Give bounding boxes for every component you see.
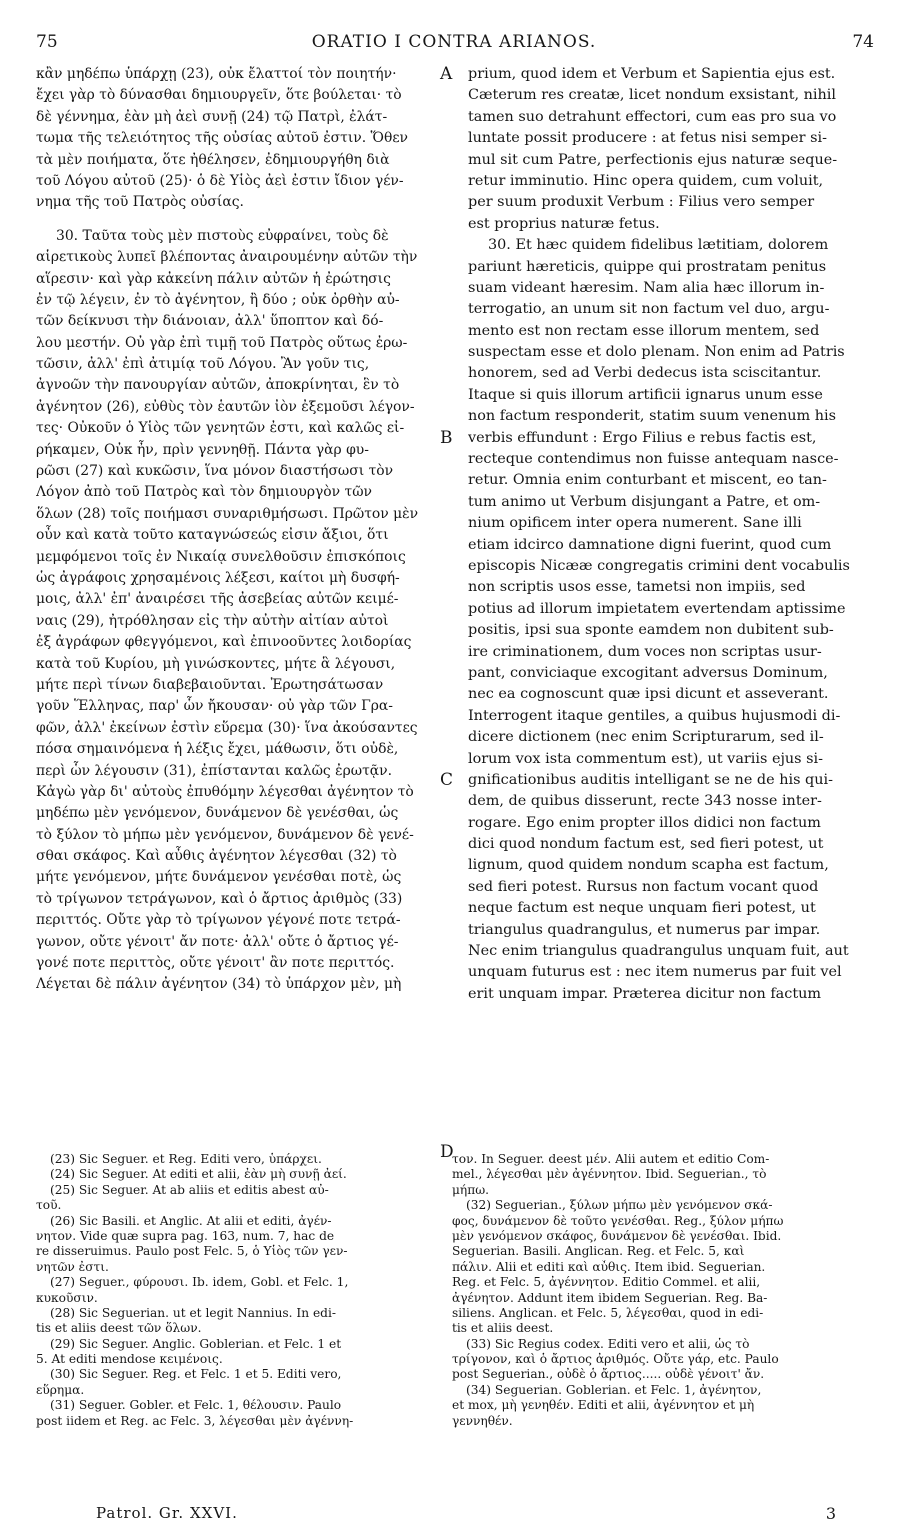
footnote-line: post Seguerian., οὐδὲ ὁ ἄρτιος..... οὐδὲ γένοιτ' ἄν. — [452, 1367, 765, 1382]
footnote-line: Reg. et Felc. 5, ἀγέννητον. Editio Commel. et alii, — [452, 1275, 761, 1290]
text-line: δὲ γέννημα, ἐὰν μὴ ἀεὶ συνῇ (24) τῷ Πατρὶ, ἐλάτ- — [36, 108, 388, 125]
footnote-line: 5. At editi mendose κειμένοις. — [36, 1352, 223, 1367]
text-line: ἀγνοῶν τὴν πανουργίαν αὐτῶν, ἀποκρίνηται, ἓν τὸ — [36, 377, 400, 394]
text-line: est proprius naturæ fetus. — [468, 215, 660, 232]
text-line: nec ea cognoscunt quæ ipsi dicunt et asseverant. — [468, 686, 829, 703]
footnote-line: εὕρημα. — [36, 1382, 85, 1397]
text-line: non factum responderit, statim suum venenum his — [468, 408, 837, 425]
text-line: tamen suo detrahunt effectori, cum eas pro sua vo — [468, 108, 837, 125]
footnote-line: (27) Seguer., φύρουσι. Ib. idem, Gobl. et Felc. 1, — [50, 1275, 349, 1290]
text-line: neque factum est neque unquam fieri potest, ut — [468, 900, 816, 917]
text-line: 30. Et hæc quidem fidelibus lætitiam, dolorem — [488, 237, 829, 254]
text-line: αἵρεσιν· καὶ γὰρ κἀκείνη πάλιν αὐτῶν ἡ ἐρώτησις — [36, 270, 391, 287]
footnote-line: re disseruimus. Paulo post Felc. 5, ὁ Υἱὸς τῶν γεν- — [36, 1244, 348, 1259]
text-line: ὅλων (28) τοῖς ποιήμασι συναριθμήσωσι. Πρῶτον μὲν — [36, 505, 419, 522]
text-line: dicere dictionem (nec enim Scripturarum, sed il- — [468, 729, 824, 746]
footnote-line: (29) Sic Seguer. Anglic. Goblerian. et Felc. 1 et — [50, 1336, 342, 1351]
text-line: mul sit cum Patre, perfectionis ejus naturæ seque- — [468, 151, 838, 168]
text-line: σθαι σκάφος. Καὶ αὖθις ἀγένητον λέγεσθαι (32) τὸ — [36, 848, 397, 865]
footnote-line: (34) Seguerian. Goblerian. et Felc. 1, ἀγένητον, — [466, 1382, 762, 1397]
text-line: μήτε περὶ τίνων διαβεβαιοῦνται. Ἐρωτησάτωσαν — [36, 676, 384, 693]
paragraph-gap — [36, 214, 432, 226]
text-line: etiam idcirco damnatione digni fuerint, quod cum — [468, 536, 832, 553]
text-line: γονέ ποτε περιττὸς, οὔτε γένοιτ' ἂν ποτε περιττός. — [36, 955, 395, 972]
text-line: lignum, quod quidem nondum scapha est factum, — [468, 857, 829, 874]
text-line: suam videant hæresim. Nam alia hæc illorum in- — [468, 279, 825, 296]
footnote-line: κυκοῦσιν. — [36, 1290, 98, 1305]
text-line: τοῦ Λόγου αὐτοῦ (25)· ὁ δὲ Υἱὸς ἀεὶ ἐστιν ἴδιον γέν- — [36, 172, 404, 189]
footnote-line: (30) Sic Seguer. Reg. et Felc. 1 et 5. Editi vero, — [50, 1367, 342, 1382]
text-line: pant, conviciaque excogitant adversus Dominum, — [468, 664, 828, 681]
sheet-number: 3 — [825, 1504, 836, 1523]
footnote-line: et mox, μὴ γενηθέν. Editi et alii, ἀγέννητον et μὴ — [452, 1398, 755, 1413]
text-line: τὸ ξύλον τὸ μήπω μὲν γενόμενον, δυνάμενον δὲ γενέ- — [36, 826, 414, 843]
text-line: Nec enim triangulus quadrangulus unquam fuit, aut — [468, 943, 849, 960]
footer — [96, 1504, 836, 1526]
text-line: ire criminationem, dum voces non scriptas usur- — [468, 643, 822, 660]
text-line: τὰ μὲν ποιήματα, ὅτε ἠθέλησεν, ἐδημιουργήθη διὰ — [36, 151, 390, 168]
text-line: Itaque si quis illorum artificii ignarus unum esse — [468, 386, 823, 403]
text-line: ναις (29), ἠτρόθλησαν εἰς τὴν αὐτὴν αἰτίαν αὐτοὶ — [36, 612, 389, 629]
text-line: Interrogent itaque gentiles, a quibus hujusmodi di- — [468, 707, 841, 724]
text-line: φῶν, ἀλλ' ἐκείνων ἐστὶν εὕρεμα (30)· ἵνα ἀκούσαντες — [36, 719, 418, 736]
text-line: suspectam esse et dolo plenam. Non enim ad Patris — [468, 344, 845, 361]
text-line: ρῶσι (27) καὶ κυκῶσιν, ἵνα μόνον διαστήσωσι τὸν — [36, 463, 394, 480]
text-line: τῶν δείκνυσι τὴν διάνοιαν, ἀλλ' ὕποπτον καὶ δό- — [36, 313, 384, 330]
text-line: ἐξ ἀγράφων φθεγγόμενοι, καὶ ἐπινοοῦντες λοιδορίας — [36, 634, 412, 651]
footnote-line: μήπω. — [452, 1182, 490, 1197]
text-line: ἔχει γὰρ τὸ δύνασθαι δημιουργεῖν, ὅτε βούλεται· τὸ — [36, 87, 402, 104]
footnote-line: post iidem et Reg. ac Felc. 3, λέγεσθαι μὲν ἀγέννη- — [36, 1413, 354, 1428]
text-line: Κἀγὼ γὰρ δι' αὐτοὺς ἐπυθόμην λέγεσθαι ἀγένητον τὸ — [36, 783, 414, 800]
left-page-number: 75 — [36, 32, 58, 52]
text-line: recteque contendimus non fuisse antequam nasce- — [468, 451, 839, 468]
right-page-number: 74 — [852, 32, 874, 52]
footnotes-right — [452, 1152, 872, 1429]
text-line: οὖν καὶ κατὰ τοῦτο καταγνώσεώς εἰσιν ἄξιοι, ὅτι — [36, 527, 389, 544]
text-line: Λέγεται δὲ πάλιν ἀγένητον (34) τὸ ὑπάρχον μὲν, μὴ — [36, 976, 402, 993]
text-line: unquam futurus est : nec item numerus par fuit vel — [468, 964, 842, 981]
text-line: νημα τῆς τοῦ Πατρὸς οὐσίας. — [36, 194, 244, 211]
footnote-line: (26) Sic Basili. et Anglic. At alii et editi, ἀγέν- — [50, 1213, 332, 1228]
text-line: 30. Ταῦτα τοὺς μὲν πιστοὺς εὐφραίνει, τοὺς δὲ — [56, 227, 389, 244]
footnote-line: νητον. Vide quæ supra pag. 163, num. 7, hac de — [36, 1228, 335, 1243]
text-line: τῶσιν, ἀλλ' ἐπὶ ἀτιμίᾳ τοῦ Λόγου. Ἂν γοῦν τις, — [36, 356, 370, 373]
footnote-line: μὲν γενόμενον σκάφος, δυνάμενον δὲ γενέσθαι. Ibid. — [452, 1228, 782, 1243]
margin-letter-c: C — [440, 770, 454, 790]
text-line: κατὰ τοῦ Κυρίου, μὴ γινώσκοντες, μήτε ἃ λέγουσι, — [36, 655, 396, 672]
text-line: retur. Omnia enim conturbant et miscent, eo tan- — [468, 472, 827, 489]
text-line: πόσα σημαινόμενα ἡ λέξις ἔχει, μάθωσιν, ὅτι οὐδὲ, — [36, 741, 399, 758]
text-line: dici quod nondum factum est, sed fieri potest, ut — [468, 836, 824, 853]
text-line: λου μεστήν. Οὐ γὰρ ἐπὶ τιμῇ τοῦ Πατρὸς οὕτως ἐρω- — [36, 334, 408, 351]
text-line: μεμφόμενοι τοῖς ἐν Νικαίᾳ συνελθοῦσιν ἐπισκόποις — [36, 548, 406, 565]
text-line: triangulus quadrangulus, et numerus par impar. — [468, 921, 821, 938]
running-head — [30, 32, 878, 56]
footnote-line: φος, δυνάμενον δὲ τοῦτο γενέσθαι. Reg., ξύλον μήπω — [452, 1213, 784, 1228]
text-line: dem, de quibus disserunt, recte 343 nosse inter- — [468, 793, 822, 810]
footnote-line: tis et aliis deest τῶν ὅλων. — [36, 1321, 202, 1336]
footnote-line: τον. In Seguer. deest μέν. Alii autem et editio Com- — [452, 1152, 770, 1166]
footnote-line: mel., λέγεσθαι μὲν ἀγέννητον. Ibid. Seguerian., τὸ — [452, 1167, 767, 1182]
text-line: nium opificem inter opera numerent. Sane illi — [468, 515, 802, 532]
margin-letter-a: A — [440, 64, 453, 84]
text-line: περὶ ὧν λέγουσιν (31), ἐπίστανται καλῶς ἐρωτᾷν. — [36, 762, 392, 779]
text-line: erit unquam impar. Præterea dicitur non factum — [468, 985, 822, 1002]
text-line: honorem, sed ad Verbi dedecus ista sciscitantur. — [468, 365, 822, 382]
text-line: γωνον, οὔτε γένοιτ' ἄν ποτε· ἀλλ' οὔτε ὁ ἄρτιος γέ- — [36, 933, 399, 950]
footnote-line: νητῶν ἐστι. — [36, 1259, 109, 1274]
text-line: rogare. Ego enim propter illos didici non factum — [468, 814, 821, 831]
text-line: τωμα τῆς τελειότητος τῆς οὐσίας αὐτοῦ ἐστιν. Ὅθεν — [36, 130, 408, 147]
text-line: κἂν μηδέπω ὑπάρχῃ (23), οὐκ ἔλαττοί τὸν ποιητήν· — [36, 66, 397, 82]
text-line: potius ad illorum impietatem evertendam aptissime — [468, 600, 846, 617]
text-line: μήτε γενόμενον, μήτε δυνάμενον γενέσθαι ποτὲ, ὡς — [36, 869, 402, 886]
footnote-line: τρίγονον, καὶ ὁ ἄρτιος ἀριθμός. Οὔτε γάρ, etc. Paulo — [452, 1352, 779, 1367]
greek-column — [36, 64, 432, 996]
footnotes-left — [36, 1152, 434, 1429]
text-line: τὸ τρίγωνον τετράγωνον, καὶ ὁ ἄρτιος ἀριθμὸς (33) — [36, 890, 403, 907]
text-line: μοις, ἀλλ' ἐπ' ἀναιρέσει τῆς ἀσεβείας αὐτῶν κειμέ- — [36, 591, 399, 608]
text-line: μηδέπω μὲν γενόμενον, δυνάμενον δὲ γενέσθαι, ὡς — [36, 805, 399, 822]
margin-letter-d: D — [440, 1142, 454, 1162]
footnote-line: (32) Seguerian., ξύλων μήπω μὲν γενόμενον σκά- — [466, 1198, 773, 1213]
text-line: αἱρετικοὺς λυπεῖ βλέποντας ἀναιρουμένην αὐτῶν τὴν — [36, 249, 418, 266]
text-line: lorum vox ista commentum est), ut variis ejus si- — [468, 750, 823, 767]
footnote-line: Seguerian. Basili. Anglican. Reg. et Felc. 5, καὶ — [452, 1244, 745, 1259]
text-line: terrogatio, an unum sit non factum vel duo, argu- — [468, 301, 830, 318]
footnote-line: (25) Sic Seguer. At ab aliis et editis abest αὐ- — [50, 1182, 329, 1197]
text-line: non scriptis usos esse, tametsi non impiis, sed — [468, 579, 806, 596]
footnote-line: (33) Sic Regius codex. Editi vero et alii, ὡς τὸ — [466, 1336, 750, 1351]
text-line: per suum produxit Verbum : Filius vero semper — [468, 194, 815, 211]
footnote-line: πάλιν. Alii et editi καὶ αὖθις. Item ibid. Seguerian. — [452, 1259, 766, 1274]
text-line: pariunt hæreticis, quippe qui prostratam penitus — [468, 258, 827, 275]
signature-mark: Patrol. Gr. XXVI. — [96, 1504, 238, 1522]
text-line: περιττός. Οὔτε γὰρ τὸ τρίγωνον γέγονέ ποτε τετρά- — [36, 912, 401, 929]
footnote-line: γεννηθέν. — [452, 1413, 513, 1428]
text-line: ἀγένητον (26), εὐθὺς τὸν ἑαυτῶν ἰὸν ἐξεμοῦσι λέγον- — [36, 398, 415, 415]
footnote-line: (23) Sic Seguer. et Reg. Editi vero, ὑπάρχει. — [50, 1152, 322, 1166]
running-title: ORATIO I CONTRA ARIANOS. — [311, 32, 597, 52]
text-line: ὡς ἀγράφοις χρησαμένοις λέξεσι, καίτοι μὴ δυσφή- — [36, 569, 400, 586]
text-line: ρήκαμεν, Οὐκ ἦν, πρὶν γεννηθῇ. Πάντα γὰρ φυ- — [36, 441, 369, 458]
text-line: γοῦν Ἕλληνας, παρ' ὧν ἤκουσαν· οὐ γὰρ τῶν Γρα- — [36, 698, 393, 715]
footnote-line: (24) Sic Seguer. At editi et alii, ἐὰν μὴ συνῇ ἀεί. — [50, 1167, 347, 1182]
footnote-line: (31) Seguer. Gobler. et Felc. 1, θέλουσιν. Paulo — [50, 1398, 342, 1413]
text-line: Cæterum res creatæ, licet nondum exsistant, nihil — [468, 87, 837, 104]
text-line: episcopis Nicææ congregatis crimini dent vocabulis — [468, 557, 850, 574]
text-line: Λόγον ἀπὸ τοῦ Πατρὸς καὶ τὸν δημιουργὸν τῶν — [36, 484, 372, 501]
text-line: τες· Οὐκοῦν ὁ Υἱὸς τῶν γενητῶν ἐστι, καὶ καλῶς εἰ- — [36, 420, 405, 437]
text-line: prium, quod idem et Verbum et Sapientia ejus est. — [468, 66, 836, 82]
footnote-line: siliens. Anglican. et Felc. 5, λέγεσθαι, quod in edi- — [452, 1305, 764, 1320]
margin-letter-b: B — [440, 428, 453, 448]
text-line: mento est non rectam esse illorum mentem, sed — [468, 322, 820, 339]
text-line: luntate possit producere : at fetus nisi semper si- — [468, 130, 827, 147]
footnote-line: (28) Sic Seguerian. ut et legit Nannius. In edi- — [50, 1305, 336, 1320]
text-line: positis, ipsi sua sponte eamdem non dubitent sub- — [468, 622, 834, 639]
footnote-line: ἀγένητον. Addunt item ibidem Seguerian. Reg. Ba- — [452, 1290, 768, 1305]
text-line: ἐν τῷ λέγειν, ἐν τὸ ἀγένητον, ἢ δύο ; οὐκ ὀρθὴν αὐ- — [36, 291, 400, 308]
text-line: verbis effundunt : Ergo Filius e rebus factis est, — [468, 429, 817, 446]
text-line: tum animo ut Verbum disjungant a Patre, et om- — [468, 493, 821, 510]
footnote-line: τοῦ. — [36, 1198, 62, 1213]
text-line: gnificationibus auditis intelligant se ne de his qui- — [468, 771, 833, 788]
text-line: retur imminutio. Hinc opera quidem, cum voluit, — [468, 172, 824, 189]
footnote-line: tis et aliis deest. — [452, 1321, 554, 1336]
text-line: sed fieri potest. Rursus non factum vocant quod — [468, 878, 819, 895]
latin-column — [468, 64, 870, 1005]
